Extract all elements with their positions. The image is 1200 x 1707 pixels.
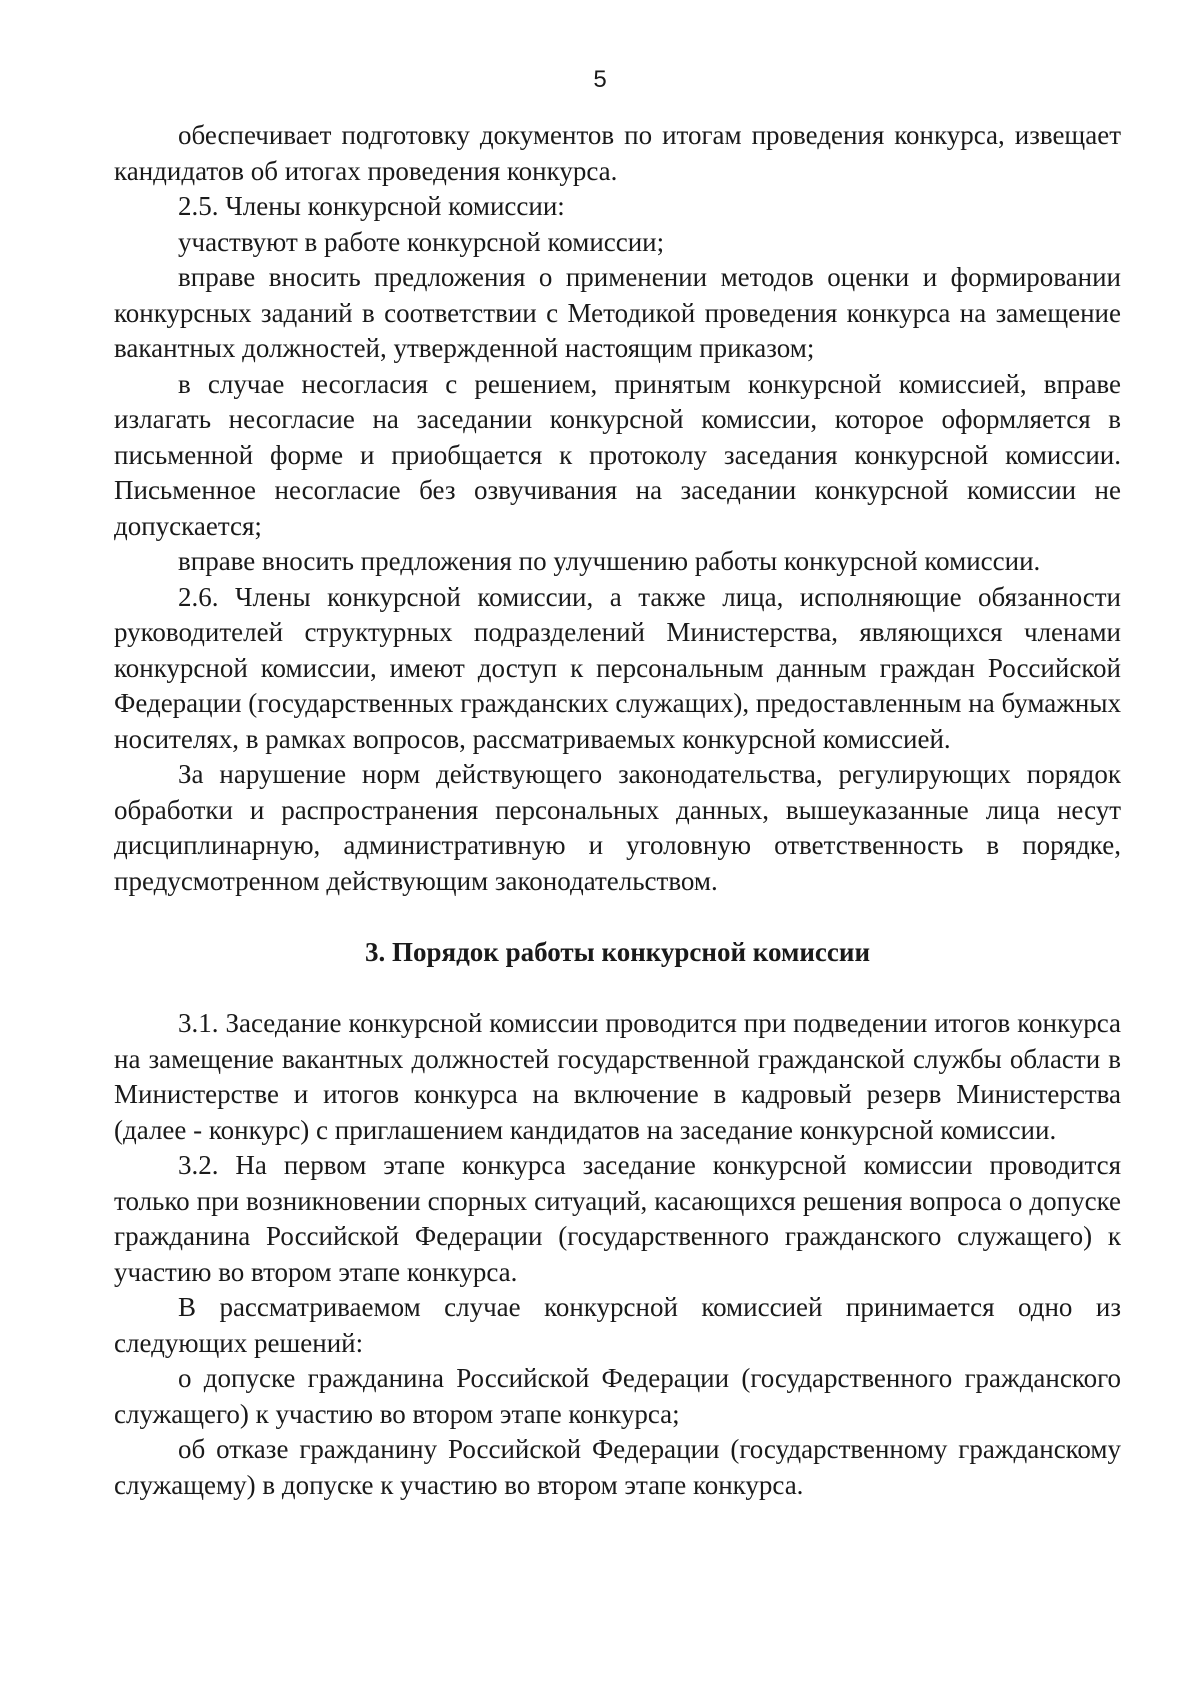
paragraph-3-1: 3.1. Заседание конкурсной комиссии проводится при подведении итогов конкурса на замещение вакантных должностей государственной гражданской службы области в Министерстве и итогов конкурса на включение в кадровый резерв Министерства (далее - конкурс) с приглашением кандидатов на заседание конкурсной комиссии. <box>114 1008 1121 1145</box>
paragraph-3-2-d: об отказе гражданину Российской Федерации (государственному гражданскому служащему) в допуске к участию во втором этапе конкурса. <box>114 1434 1121 1500</box>
paragraph-2-5-c: в случае несогласия с решением, принятым конкурсной комиссией, вправе излагать несогласие на заседании конкурсной комиссии, которое оформляется в письменной форме и приобщается к протоколу заседания конкурсной комиссии. Письменное несогласие без озвучивания на заседании конкурсной комиссии не допускается; <box>114 368 1121 541</box>
document-body <box>114 118 1121 1503</box>
page-number: 5 <box>593 66 607 93</box>
paragraph-2-6-b: За нарушение норм действующего законодательства, регулирующих порядок обработки и распространения персональных данных, вышеуказанные лица несут дисциплинарную, административную и уголовную ответственность в порядке, предусмотренном действующим законодательством. <box>114 759 1121 896</box>
section-3-heading: 3. Порядок работы конкурсной комиссии <box>365 937 870 967</box>
paragraph-3-2: 3.2. На первом этапе конкурса заседание конкурсной комиссии проводится только при возникновении спорных ситуаций, касающихся решения вопроса о допуске гражданина Российской Федерации (государственного гражданского служащего) к участию во втором этапе конкурса. <box>114 1150 1121 1287</box>
paragraph-3-2-b: В рассматриваемом случае конкурсной комиссией принимается одно из следующих решений: <box>114 1292 1121 1358</box>
paragraph-continuation: обеспечивает подготовку документов по итогам проведения конкурса, извещает кандидатов об итогах проведения конкурса. <box>114 120 1121 186</box>
paragraph-2-5-b: вправе вносить предложения о применении методов оценки и формировании конкурсных заданий в соответствии с Методикой проведения конкурса на замещение вакантных должностей, утвержденной настоящим приказом; <box>114 262 1121 363</box>
paragraph-2-6: 2.6. Члены конкурсной комиссии, а также лица, исполняющие обязанности руководителей структурных подразделений Министерства, являющихся членами конкурсной комиссии, имеют доступ к персональным данным граждан Российской Федерации (государственных гражданских служащих), предоставленным на бумажных носителях, в рамках вопросов, рассматриваемых конкурсной комиссией. <box>114 581 1121 754</box>
paragraph-2-5-d: вправе вносить предложения по улучшению работы конкурсной комиссии. <box>178 546 1041 576</box>
paragraph-2-5-a: участвуют в работе конкурсной комиссии; <box>178 226 665 257</box>
paragraph-2-5: 2.5. Члены конкурсной комиссии: <box>178 191 565 221</box>
paragraph-3-2-c: о допуске гражданина Российской Федерации (государственного гражданского служащего) к участию во втором этапе конкурса; <box>114 1363 1121 1429</box>
